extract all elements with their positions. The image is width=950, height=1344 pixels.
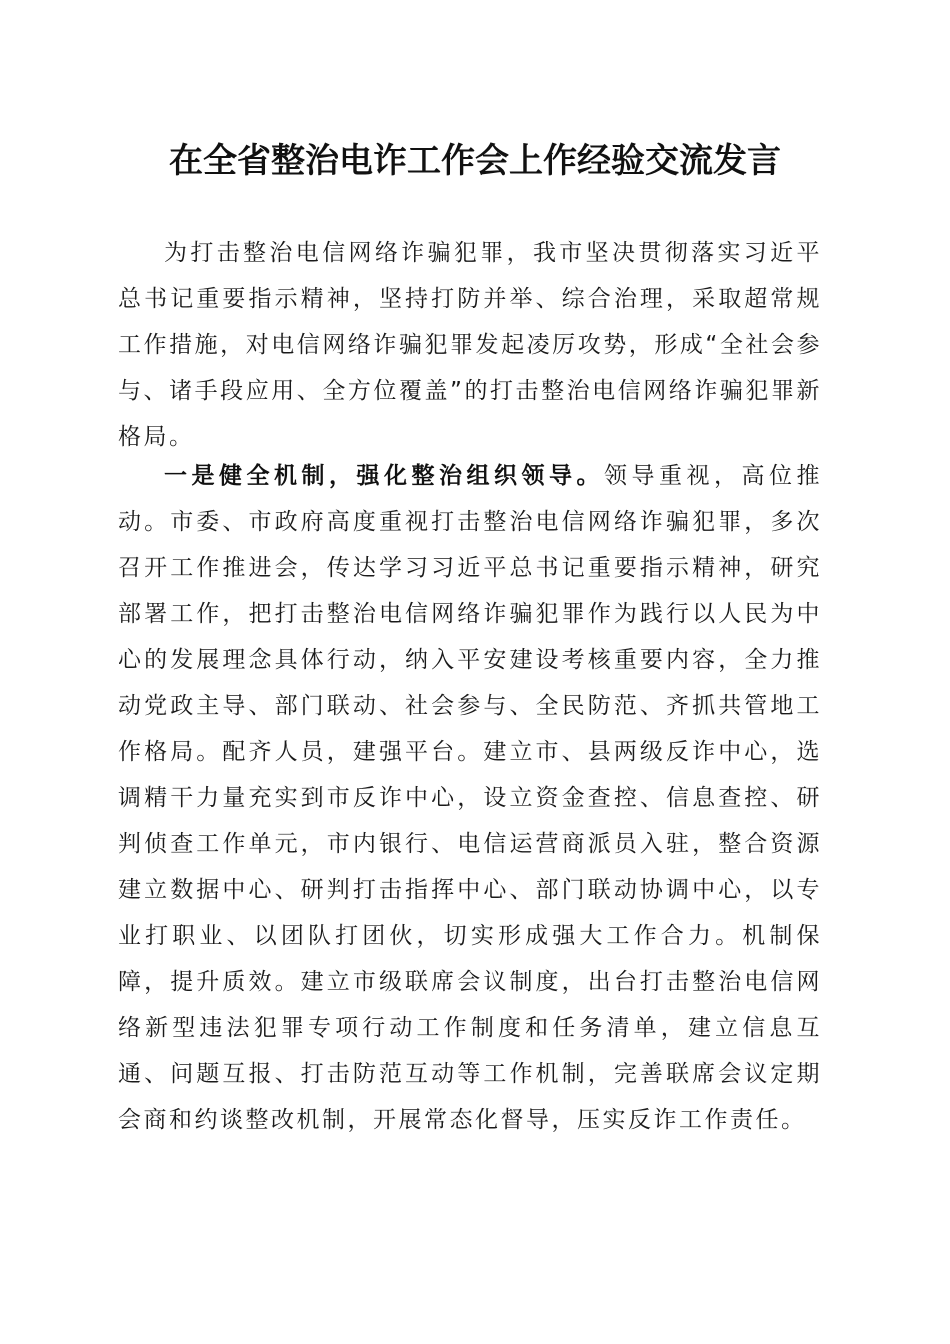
paragraph-mechanism-text: 领导重视，高位推动。市委、市政府高度重视打击整治电信网络诈骗犯罪，多次召开工作推进会，传达学习习近平总书记重要指示精神，研究部署工作，把打击整治电信网络诈骗犯罪作为践行以人民为中心的发展理念具体行动，纳入平安建设考核重要内容，全力推动党政主导、部门联动、社会参与、全民防范、齐抓共管地工作格局。配齐人员，建强平台。建立市、县两级反诈中心，选调精干力量充实到市反诈中心，设立资金查控、信息查控、研判侦查工作单元，市内银行、电信运营商派员入驻，整合资源建立数据中心、研判打击指挥中心、部门联动协调中心，以专业打职业、以团队打团伙，切实形成强大工作合力。机制保障，提升质效。建立市级联席会议制度，出台打击整治电信网络新型违法犯罪专项行动工作制度和任务清单，建立信息互通、问题互报、打击防范互动等工作机制，完善联席会议定期会商和约谈整改机制，开展常态化督导，压实反诈工作责任。: [118, 463, 822, 1133]
paragraph-intro: [118, 230, 822, 460]
document-title: 在全省整治电诈工作会上作经验交流发言: [169, 141, 781, 181]
paragraph-mechanism: [118, 453, 822, 1143]
paragraph-mechanism-lead: 一是健全机制，强化整治组织领导。: [164, 463, 604, 489]
paragraph-intro-text: 为打击整治电信网络诈骗犯罪，我市坚决贯彻落实习近平总书记重要指示精神，坚持打防并举、综合治理，采取超常规工作措施，对电信网络诈骗犯罪发起凌厉攻势，形成“全社会参与、诸手段应用、全方位覆盖”的打击整治电信网络诈骗犯罪新格局。: [118, 240, 822, 450]
